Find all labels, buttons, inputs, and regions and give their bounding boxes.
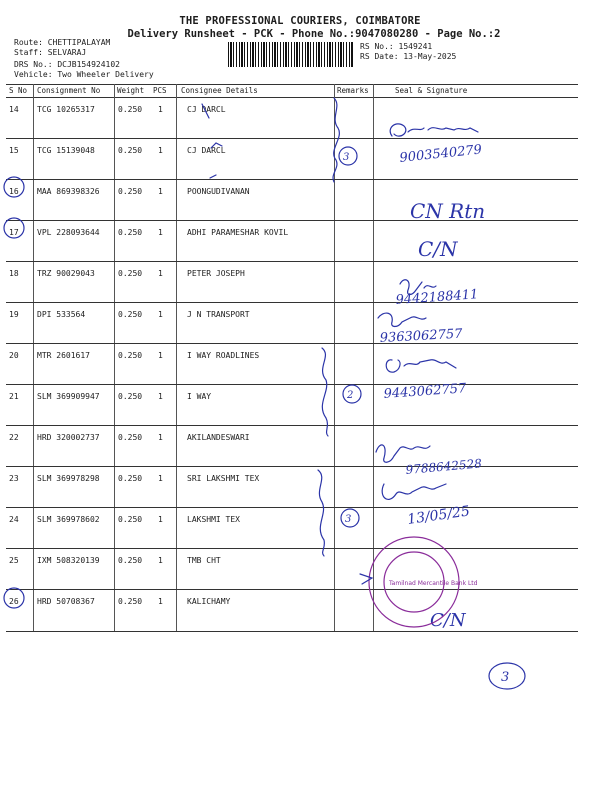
cn-rtn-note: CN Rtn <box>410 199 486 223</box>
sno-cell: 14 <box>9 105 19 114</box>
rs-date: RS Date: 13-May-2025 <box>360 52 457 61</box>
stamp-text: Tamilnad Mercantile Bank Ltd <box>389 580 478 587</box>
weight-cell: 0.250 <box>118 392 143 401</box>
col-header-sno: S No <box>9 86 28 95</box>
consignee-cell: ADHI PARAMESHAR KOVIL <box>187 228 289 237</box>
pcs-cell: 1 <box>158 269 163 278</box>
consignment-cell: MAA 869398326 <box>37 187 100 196</box>
drs-label: DRS No.: DCJB154924102 <box>14 60 120 69</box>
weight-cell: 0.250 <box>118 351 143 360</box>
consignee-cell: I WAY ROADLINES <box>187 351 260 360</box>
consignment-cell: HRD 320002737 <box>37 433 100 442</box>
date-row-24: 13/05/25 <box>406 503 471 528</box>
pcs-cell: 1 <box>158 597 163 606</box>
consignee-cell: CJ DARCL <box>187 146 226 155</box>
consignee-cell: AKILANDESWARI <box>187 433 250 442</box>
sno-cell: 25 <box>9 556 19 565</box>
weight-cell: 0.250 <box>118 597 143 606</box>
signature-row-19 <box>378 313 426 326</box>
signature-row-21 <box>386 360 456 373</box>
sno-cell: 17 <box>9 228 19 237</box>
sno-cell: 20 <box>9 351 19 360</box>
sno-cell: 23 <box>9 474 19 483</box>
phone-row-19: 9363062757 <box>379 326 463 346</box>
phone-row-21: 9443062757 <box>383 381 467 402</box>
consignment-cell: SLM 369909947 <box>37 392 100 401</box>
consignment-cell: HRD 50708367 <box>37 597 95 606</box>
consignee-cell: PETER JOSEPH <box>187 269 245 278</box>
pcs-cell: 1 <box>158 228 163 237</box>
weight-cell: 0.250 <box>118 474 143 483</box>
rs-number: RS No.: 1549241 <box>360 42 433 51</box>
route-label: Route: CHETTIPALAYAM <box>14 38 111 47</box>
col-header-remarks: Remarks <box>337 86 369 95</box>
pcs-cell: 1 <box>158 556 163 565</box>
remark-number: 2 <box>347 390 354 401</box>
runsheet-heading: Delivery Runsheet - PCK - Phone No.:9047080280 - Page No.:2 <box>127 28 501 40</box>
consignee-cell: I WAY <box>187 392 212 401</box>
sno-cell: 21 <box>9 392 19 401</box>
pcs-cell: 1 <box>158 474 163 483</box>
weight-cell: 0.250 <box>118 146 143 155</box>
col-header-weight: Weight <box>117 86 145 95</box>
sno-cell: 22 <box>9 433 19 442</box>
weight-cell: 0.250 <box>118 310 143 319</box>
weight-cell: 0.250 <box>118 269 143 278</box>
consignment-cell: TCG 15139048 <box>37 146 95 155</box>
pcs-cell: 1 <box>158 433 163 442</box>
weight-cell: 0.250 <box>118 515 143 524</box>
signature-row-15 <box>390 124 478 136</box>
pcs-cell: 1 <box>158 515 163 524</box>
weight-cell: 0.250 <box>118 556 143 565</box>
col-header-consignee: Consignee Details <box>181 86 258 95</box>
consignment-cell: SLM 369978298 <box>37 474 100 483</box>
staff-label: Staff: SELVARAJ <box>14 48 87 57</box>
row-17-circle-mark <box>4 218 24 238</box>
consignment-cell: TRZ 90029043 <box>37 269 95 278</box>
row-16-circle-mark <box>4 177 24 197</box>
weight-cell: 0.250 <box>118 433 143 442</box>
phone-row-15: 9003540279 <box>398 142 483 166</box>
consignment-cell: MTR 2601617 <box>37 351 90 360</box>
pcs-cell: 1 <box>158 351 163 360</box>
remark-number: 3 <box>343 152 350 163</box>
pcs-cell: 1 <box>158 392 163 401</box>
col-header-pcs: PCS <box>153 86 167 95</box>
vehicle-label: Vehicle: Two Wheeler Delivery <box>14 70 154 79</box>
consignment-cell: DPI 533564 <box>37 310 86 319</box>
cn-row-26: C/N <box>430 610 466 631</box>
sno-cell: 26 <box>9 597 19 606</box>
sno-cell: 18 <box>9 269 19 278</box>
phone-row-22: 9788642528 <box>405 456 483 477</box>
row-26-circle-mark <box>4 588 24 608</box>
consignment-cell: VPL 228093644 <box>37 228 100 237</box>
consignee-cell: KALICHAMY <box>187 597 231 606</box>
tick-mark <box>210 175 216 178</box>
sno-cell: 16 <box>9 187 19 196</box>
sno-cell: 19 <box>9 310 19 319</box>
consignee-cell: LAKSHMI TEX <box>187 515 240 524</box>
remark-brace <box>333 98 339 182</box>
remark-brace <box>318 470 324 556</box>
signature-row-22 <box>376 445 430 462</box>
weight-cell: 0.250 <box>118 105 143 114</box>
consignment-cell: TCG 10265317 <box>37 105 95 114</box>
consignee-cell: SRI LAKSHMI TEX <box>187 474 260 483</box>
consignee-cell: CJ DARCL <box>187 105 226 114</box>
sno-cell: 15 <box>9 146 19 155</box>
page-mark-number: 3 <box>501 670 510 685</box>
weight-cell: 0.250 <box>118 228 143 237</box>
pcs-cell: 1 <box>158 187 163 196</box>
pcs-cell: 1 <box>158 310 163 319</box>
pcs-cell: 1 <box>158 105 163 114</box>
stamp-pointer-mark <box>360 574 372 584</box>
tick-mark <box>211 143 222 148</box>
signature-row-24 <box>382 484 446 499</box>
consignment-cell: IXM 508320139 <box>37 556 100 565</box>
pcs-cell: 1 <box>158 146 163 155</box>
remark-number: 3 <box>345 514 352 525</box>
consignee-cell: J N TRANSPORT <box>187 310 250 319</box>
col-header-consignment: Consignment No <box>37 86 101 95</box>
consignee-cell: TMB CHT <box>187 556 221 565</box>
document-title: THE PROFESSIONAL COURIERS, COIMBATORE <box>179 15 421 27</box>
remark-brace <box>322 348 328 436</box>
cn-row-17: C/N <box>418 237 458 261</box>
tick-mark <box>202 104 209 118</box>
sno-cell: 24 <box>9 515 19 524</box>
consignment-cell: SLM 369978602 <box>37 515 100 524</box>
phone-row-18: 9442188411 <box>395 287 479 308</box>
col-header-seal: Seal & Signature <box>395 86 468 95</box>
consignee-cell: POONGUDIVANAN <box>187 187 250 196</box>
weight-cell: 0.250 <box>118 187 143 196</box>
